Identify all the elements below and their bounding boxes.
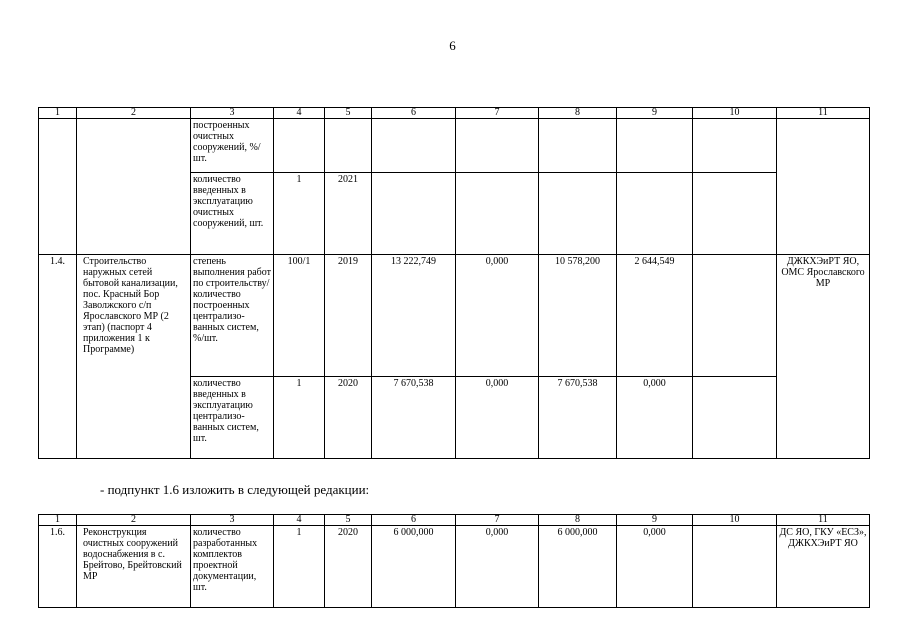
cell-empty (777, 119, 870, 255)
program-table-continuation (38, 107, 870, 459)
col-num-5: 5 (325, 515, 372, 526)
amount-cell: 0,000 (456, 255, 539, 377)
table-row-1-4 (39, 255, 870, 377)
col-num-9: 9 (617, 108, 693, 119)
amount-cell: 0,000 (456, 526, 539, 608)
cell-empty (539, 173, 617, 255)
column-number-row (39, 108, 870, 119)
amount-cell (693, 255, 777, 377)
year-cell: 2020 (325, 526, 372, 608)
edit-instruction: - подпункт 1.6 изложить в следующей редакции: (100, 482, 370, 497)
col-num-4: 4 (274, 515, 325, 526)
col-num-2: 2 (77, 108, 191, 119)
col-num-10: 10 (693, 108, 777, 119)
amount-cell: 7 670,538 (372, 377, 456, 459)
amount-cell: 0,000 (617, 377, 693, 459)
value-cell: 1 (274, 377, 325, 459)
indicator-cell: степень выполнения работ по строительству/ количество построенных централизо-ванных систем, %/шт. (191, 255, 274, 377)
item-number: 1.6. (39, 526, 77, 608)
cell-empty (274, 119, 325, 173)
item-name: Строительство наружных сетей бытовой канализации, пос. Красный Бор Заволжского с/п Ярославского МР (2 этап) (паспорт 4 приложения 1 к Программе) (77, 255, 191, 459)
program-table-item-1-6 (38, 514, 870, 608)
cell-empty (617, 173, 693, 255)
cell-empty (372, 119, 456, 173)
col-num-11: 11 (777, 515, 870, 526)
col-num-8: 8 (539, 515, 617, 526)
table-row (39, 119, 870, 173)
table-row-1-6 (39, 526, 870, 608)
value-cell: 100/1 (274, 255, 325, 377)
col-num-6: 6 (372, 108, 456, 119)
indicator-cell: построенных очистных сооружений, %/шт. (191, 119, 274, 173)
col-num-2: 2 (77, 515, 191, 526)
value-cell: 1 (274, 173, 325, 255)
cell-empty (77, 119, 191, 255)
year-cell: 2019 (325, 255, 372, 377)
page-number: 6 (449, 38, 456, 53)
col-num-8: 8 (539, 108, 617, 119)
value-cell: 1 (274, 526, 325, 608)
indicator-cell: количество введенных в эксплуатацию очистных сооружений, шт. (191, 173, 274, 255)
amount-cell: 13 222,749 (372, 255, 456, 377)
amount-cell: 0,000 (617, 526, 693, 608)
item-name: Реконструкция очистных сооружений водоснабжения в с. Брейтово, Брейтовский МР (77, 526, 191, 608)
executor-cell: ДЖКХЭиРТ ЯО, ОМС Ярославского МР (777, 255, 870, 459)
amount-cell: 10 578,200 (539, 255, 617, 377)
col-num-7: 7 (456, 108, 539, 119)
col-num-1: 1 (39, 515, 77, 526)
amount-cell (693, 526, 777, 608)
executor-cell: ДС ЯО, ГКУ «ЕСЗ», ДЖКХЭиРТ ЯО (777, 526, 870, 608)
col-num-3: 3 (191, 515, 274, 526)
cell-empty (617, 119, 693, 173)
col-num-3: 3 (191, 108, 274, 119)
amount-cell: 7 670,538 (539, 377, 617, 459)
col-num-5: 5 (325, 108, 372, 119)
item-number: 1.4. (39, 255, 77, 459)
col-num-6: 6 (372, 515, 456, 526)
col-num-1: 1 (39, 108, 77, 119)
cell-empty (325, 119, 372, 173)
col-num-11: 11 (777, 108, 870, 119)
cell-empty (456, 119, 539, 173)
cell-empty (456, 173, 539, 255)
amount-cell: 2 644,549 (617, 255, 693, 377)
cell-empty (372, 173, 456, 255)
year-cell: 2020 (325, 377, 372, 459)
col-num-10: 10 (693, 515, 777, 526)
col-num-7: 7 (456, 515, 539, 526)
amount-cell: 6 000,000 (539, 526, 617, 608)
amount-cell (693, 377, 777, 459)
cell-empty (39, 119, 77, 255)
cell-empty (539, 119, 617, 173)
col-num-9: 9 (617, 515, 693, 526)
col-num-4: 4 (274, 108, 325, 119)
amount-cell: 6 000,000 (372, 526, 456, 608)
indicator-cell: количество разработанных комплектов проектной документации, шт. (191, 526, 274, 608)
cell-empty (693, 173, 777, 255)
column-number-row (39, 515, 870, 526)
indicator-cell: количество введенных в эксплуатацию централизо-ванных систем, шт. (191, 377, 274, 459)
cell-empty (693, 119, 777, 173)
year-cell: 2021 (325, 173, 372, 255)
amount-cell: 0,000 (456, 377, 539, 459)
